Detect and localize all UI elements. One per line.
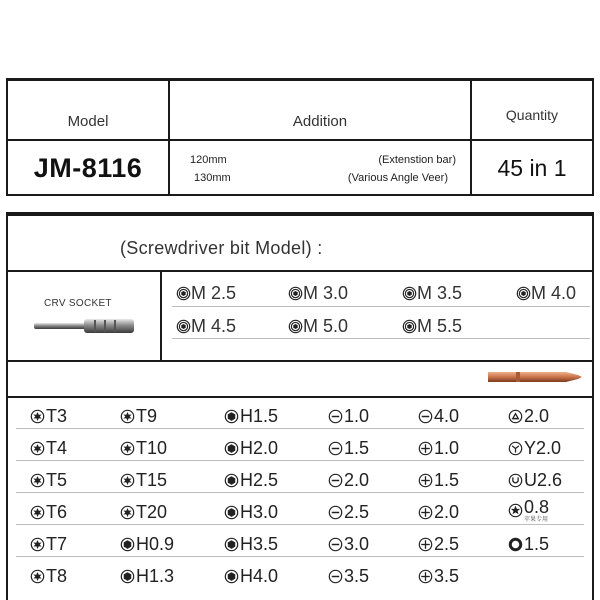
ring-icon <box>508 537 523 552</box>
socket-label: CRV SOCKET <box>44 298 112 309</box>
phillips-icon <box>418 473 433 488</box>
model-spec-table <box>6 78 594 196</box>
bit-label: 0.8 <box>524 497 550 517</box>
socket-size-label: M 5.5 <box>417 316 463 336</box>
socket-hex-icon <box>516 286 531 301</box>
bit-label: 1.0 <box>434 438 460 458</box>
bit-label: 1.5 <box>434 470 460 490</box>
bit-note: 苹果专用 <box>524 517 549 523</box>
row-divider <box>16 460 584 461</box>
socket-hex-icon <box>288 286 303 301</box>
bit-item <box>508 470 562 491</box>
slotted-icon <box>328 409 343 424</box>
bit-item <box>30 470 67 491</box>
bit-label: H2.5 <box>240 470 279 490</box>
bit-label: T9 <box>136 406 158 426</box>
bit-item <box>508 498 549 523</box>
bit-label: 1.5 <box>524 534 550 554</box>
bit-label: 1.5 <box>344 438 370 458</box>
bit-item <box>224 438 278 459</box>
socket-size <box>176 316 236 337</box>
bit-label: 1.0 <box>344 406 370 426</box>
bit-item <box>30 502 67 523</box>
socket-size <box>288 316 348 337</box>
bit-label: T6 <box>46 502 68 522</box>
bit-label: H3.0 <box>240 502 279 522</box>
bit-item <box>224 534 278 555</box>
row-divider <box>172 338 590 339</box>
bit-label: 2.5 <box>434 534 460 554</box>
bit-item <box>120 470 167 491</box>
bit-item <box>120 534 174 555</box>
addition-desc-1: (Extenstion bar) <box>378 154 456 166</box>
torx-icon <box>120 473 135 488</box>
bit-item <box>120 502 167 523</box>
hex-icon <box>224 441 239 456</box>
bit-photo-row <box>8 362 592 398</box>
hex-icon <box>224 505 239 520</box>
socket-hex-icon <box>402 286 417 301</box>
row-divider <box>172 306 590 307</box>
bit-item <box>328 534 369 555</box>
bit-label: 3.0 <box>344 534 370 554</box>
bit-label: T8 <box>46 566 68 586</box>
slotted-icon <box>328 505 343 520</box>
bit-label: T10 <box>136 438 168 458</box>
phillips-icon <box>418 441 433 456</box>
bit-item <box>224 502 278 523</box>
bit-label: T7 <box>46 534 68 554</box>
bit-item <box>328 566 369 587</box>
bit-item <box>224 470 278 491</box>
socket-hex-icon <box>288 319 303 334</box>
bit-label: 2.0 <box>434 502 460 522</box>
bit-item <box>418 438 459 459</box>
bit-label: U2.6 <box>524 470 563 490</box>
bit-model-table <box>6 212 594 600</box>
copper-bit-image <box>486 368 584 386</box>
bit-item <box>508 406 549 427</box>
torx-icon <box>30 505 45 520</box>
socket-size <box>402 283 462 304</box>
hex-icon <box>224 537 239 552</box>
hex-icon <box>224 409 239 424</box>
crv-socket-image <box>34 316 136 336</box>
socket-row <box>8 272 592 362</box>
socket-size <box>288 283 348 304</box>
bit-item <box>224 406 278 427</box>
torx-icon <box>30 569 45 584</box>
torx-icon <box>30 409 45 424</box>
bit-item <box>30 566 67 587</box>
bit-label: H0.9 <box>136 534 175 554</box>
u-icon <box>508 473 523 488</box>
socket-size-label: M 5.0 <box>303 316 349 336</box>
bit-item <box>418 406 459 427</box>
bit-item <box>328 502 369 523</box>
addition-cell <box>170 141 472 195</box>
bit-label: T4 <box>46 438 68 458</box>
bit-label: T20 <box>136 502 168 522</box>
socket-size <box>516 283 576 304</box>
socket-size-label: M 3.5 <box>417 283 463 303</box>
torx-icon <box>30 441 45 456</box>
bit-label: 3.5 <box>344 566 370 586</box>
bit-item <box>224 566 278 587</box>
bit-label: T5 <box>46 470 68 490</box>
bit-label: Y2.0 <box>524 438 562 458</box>
row-divider <box>16 428 584 429</box>
model-number: JM-8116 <box>8 141 170 195</box>
bit-item <box>418 502 459 523</box>
bit-label: 2.0 <box>344 470 370 490</box>
addition-desc-2: (Various Angle Veer) <box>347 172 448 184</box>
model-table-header <box>8 81 592 141</box>
socket-size-label: M 4.5 <box>191 316 237 336</box>
bit-item <box>328 438 369 459</box>
bit-label: 2.5 <box>344 502 370 522</box>
bit-item <box>120 406 157 427</box>
bit-item <box>30 406 67 427</box>
bit-item <box>328 406 369 427</box>
y-icon <box>508 441 523 456</box>
bit-label: H1.3 <box>136 566 175 586</box>
bit-label: H2.0 <box>240 438 279 458</box>
socket-size <box>176 283 236 304</box>
quantity-header: Quantity <box>505 107 559 123</box>
phillips-icon <box>418 505 433 520</box>
bit-table-title: (Screwdriver bit Model) : <box>8 216 592 272</box>
bit-label: 2.0 <box>524 406 550 426</box>
socket-hex-icon <box>176 319 191 334</box>
addition-header: Addition <box>170 81 472 139</box>
bit-item <box>418 470 459 491</box>
hex-icon <box>120 569 135 584</box>
bit-item <box>418 534 459 555</box>
torx-icon <box>120 505 135 520</box>
slotted-icon <box>328 537 343 552</box>
torx-icon <box>30 473 45 488</box>
socket-size-label: M 4.0 <box>531 283 577 303</box>
triwing-icon <box>508 409 523 424</box>
hex-icon <box>120 537 135 552</box>
socket-size <box>402 316 462 337</box>
slotted-icon <box>328 441 343 456</box>
bit-label: T15 <box>136 470 168 490</box>
bit-label: H3.5 <box>240 534 279 554</box>
model-table-body <box>8 141 592 195</box>
bit-item <box>508 534 549 555</box>
bit-item <box>120 438 167 459</box>
row-divider <box>16 556 584 557</box>
torx-icon <box>30 537 45 552</box>
socket-size-grid <box>168 272 592 360</box>
bit-label: H4.0 <box>240 566 279 586</box>
slotted-icon <box>328 569 343 584</box>
addition-length-2: 130mm <box>194 172 231 184</box>
torx-icon <box>120 409 135 424</box>
torx-icon <box>120 441 135 456</box>
bit-label: 3.5 <box>434 566 460 586</box>
socket-cell <box>8 272 162 360</box>
pentalobe-icon <box>508 503 523 518</box>
bit-item <box>328 470 369 491</box>
phillips-icon <box>418 569 433 584</box>
socket-size-label: M 2.5 <box>191 283 237 303</box>
bit-item <box>418 566 459 587</box>
socket-size-label: M 3.0 <box>303 283 349 303</box>
model-header: Model <box>8 81 170 139</box>
hex-icon <box>224 569 239 584</box>
row-divider <box>16 492 584 493</box>
bit-label: T3 <box>46 406 68 426</box>
bit-item <box>508 438 561 459</box>
bit-label: 4.0 <box>434 406 460 426</box>
quantity-value: 45 in 1 <box>497 154 567 181</box>
slotted-icon <box>328 473 343 488</box>
bit-label: H1.5 <box>240 406 279 426</box>
bit-item <box>30 438 67 459</box>
slotted-icon <box>418 409 433 424</box>
socket-hex-icon <box>176 286 191 301</box>
socket-hex-icon <box>402 319 417 334</box>
addition-length-1: 120mm <box>190 154 227 166</box>
row-divider <box>16 524 584 525</box>
bit-grid <box>8 398 592 600</box>
hex-icon <box>224 473 239 488</box>
phillips-icon <box>418 537 433 552</box>
bit-item <box>120 566 174 587</box>
bit-label-stack <box>524 498 549 523</box>
bit-item <box>30 534 67 555</box>
